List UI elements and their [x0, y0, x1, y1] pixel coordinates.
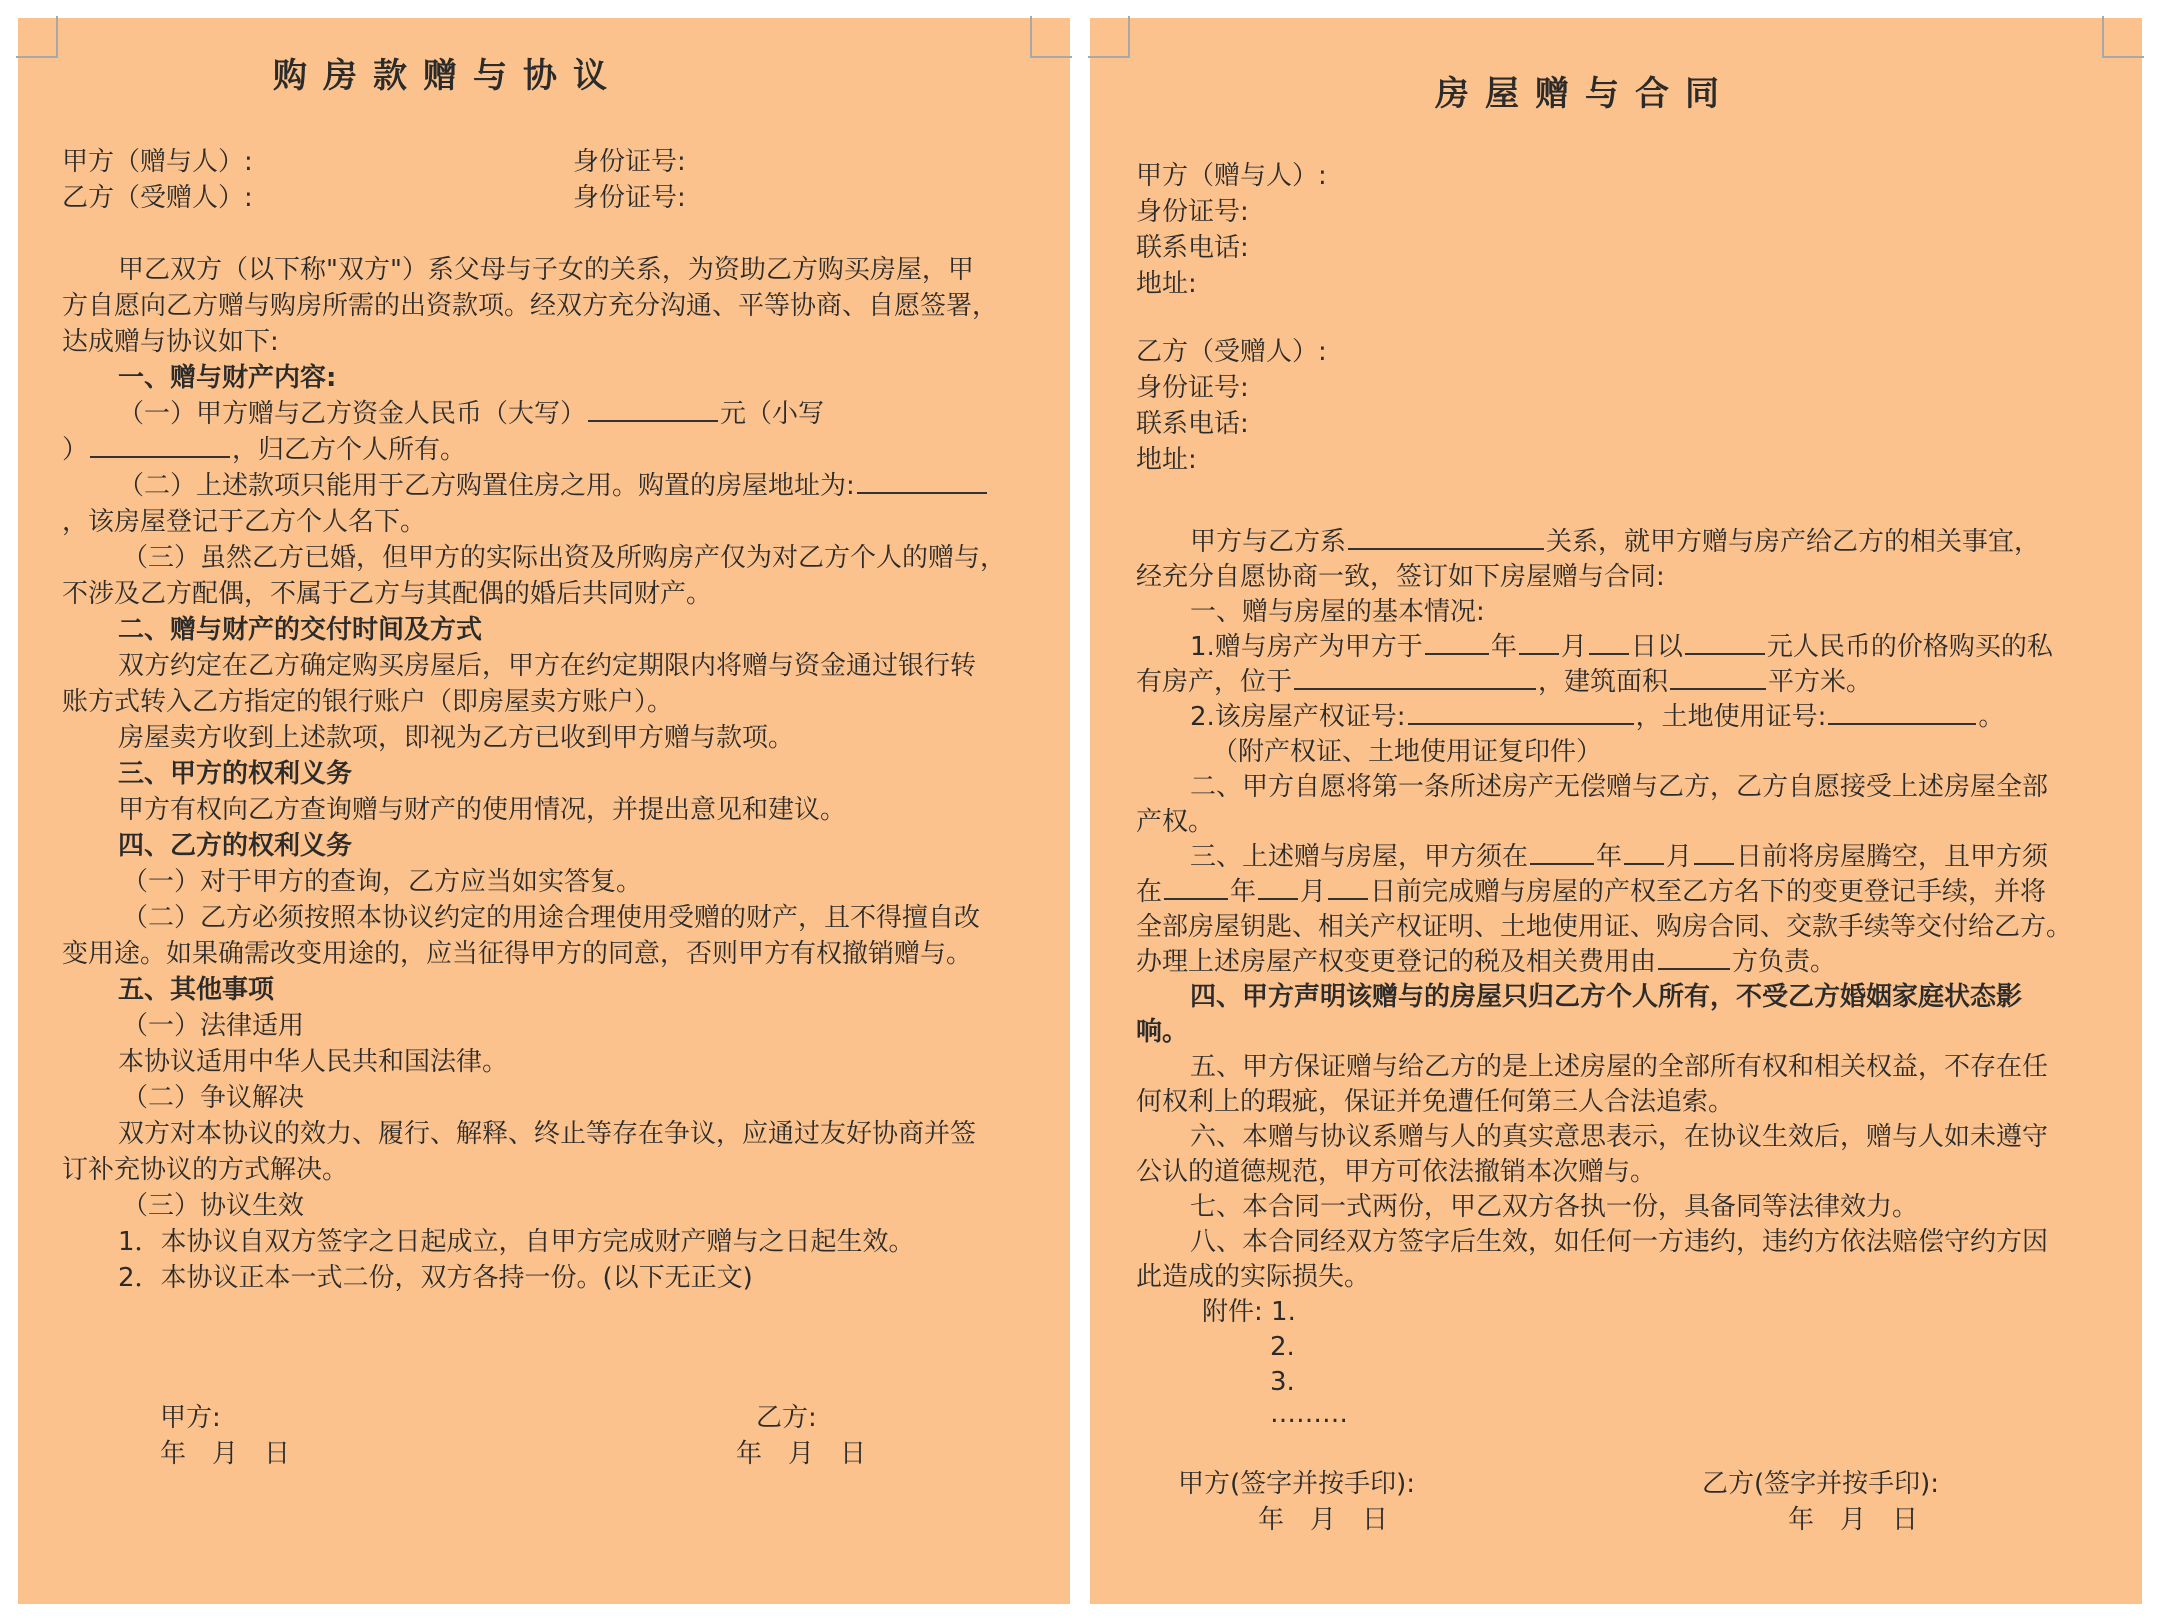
clause-text: 变用途。如果确需改变用途的，应当征得甲方的同意，否则甲方有权撤销赠与。	[62, 939, 973, 969]
clause-text: 本协议适用中华人民共和国法律。	[118, 1047, 509, 1077]
donee-label: 乙方（受赠人）:	[62, 183, 253, 213]
subsection-heading: （三）协议生效	[122, 1191, 305, 1221]
attachment-ellipsis: ………	[1270, 1399, 1348, 1429]
clause-text: 。	[1978, 702, 2005, 732]
clause-text: 办理上述房屋产权变更登记的税及相关费用由	[1136, 947, 1657, 977]
clause-text: 双方对本协议的效力、履行、解释、终止等存在争议，应通过友好协商并签	[118, 1119, 977, 1149]
attachment-label: 附件: 1.	[1202, 1297, 1296, 1327]
signature-label-b: 乙方:	[756, 1403, 817, 1433]
fill-blank	[588, 416, 718, 422]
section-heading: 四、乙方的权利义务	[118, 831, 353, 861]
clause-text: 方负责。	[1732, 947, 1837, 977]
clause-text: 不涉及乙方配偶，不属于乙方与其配偶的婚后共同财产。	[62, 579, 713, 609]
section-heading: 二、赠与财产的交付时间及方式	[118, 615, 483, 645]
fill-blank	[1408, 719, 1634, 725]
margin-corner-mark	[2102, 16, 2144, 58]
phone-label: 联系电话:	[1136, 409, 1249, 439]
signature-label-b: 乙方(签字并按手印):	[1702, 1469, 1940, 1499]
fill-blank	[1624, 859, 1664, 865]
donor-id-label: 身份证号:	[573, 147, 686, 177]
fill-blank	[90, 452, 230, 458]
clause-text: 月	[1666, 842, 1693, 872]
attachment-item: 2.	[1270, 1332, 1295, 1362]
margin-corner-mark	[1030, 16, 1072, 58]
clause-line	[1190, 699, 2004, 735]
clause-text: 此造成的实际损失。	[1136, 1262, 1371, 1292]
margin-corner-mark	[16, 16, 58, 58]
fill-blank	[1328, 894, 1368, 900]
address-label: 地址:	[1136, 445, 1197, 475]
clause-text-bold: 响。	[1136, 1017, 1189, 1047]
signature-date-a: 年 月 日	[1258, 1505, 1389, 1535]
clause-text: 年	[1230, 877, 1257, 907]
clause-text: 日前完成赠与房屋的产权至乙方名下的变更登记手续，并将	[1370, 877, 2047, 907]
clause-text: 2.该房屋产权证号:	[1190, 702, 1406, 732]
clause-text: 六、本赠与协议系赠与人的真实意思表示，在协议生效后，赠与人如未遵守	[1190, 1122, 2049, 1152]
clause-text: ，建筑面积	[1538, 667, 1669, 697]
clause-text: （一）对于甲方的查询，乙方应当如实答复。	[122, 867, 643, 897]
clause-text: 账方式转入乙方指定的银行账户（即房屋卖方账户）。	[62, 687, 674, 717]
fill-blank	[1828, 719, 1976, 725]
donor-label: 甲方（赠与人）:	[62, 147, 253, 177]
clause-text: 元人民币的价格购买的私	[1766, 632, 2053, 662]
signature-label-a: 甲方(签字并按手印):	[1178, 1469, 1416, 1499]
clause-text: （一）甲方赠与乙方资金人民币（大写）	[118, 399, 587, 429]
clause-text: ，归乙方个人所有。	[232, 435, 467, 465]
fill-blank	[1258, 894, 1298, 900]
clause-text: 年	[1490, 632, 1517, 662]
clause-text: ）	[62, 435, 89, 465]
fill-blank	[1685, 649, 1765, 655]
clause-text: 公认的道德规范，甲方可依法撤销本次赠与。	[1136, 1157, 1657, 1187]
clause-text: 订补充协议的方式解决。	[62, 1155, 349, 1185]
id-label: 身份证号:	[1136, 373, 1249, 403]
intro-line: 甲乙双方（以下称"双方"）系父母与子女的关系，为资助乙方购买房屋，甲	[118, 255, 974, 285]
signature-date-b: 年 月 日	[736, 1439, 867, 1469]
donee-label: 乙方（受赠人）:	[1136, 337, 1327, 367]
clause-text: ，该房屋登记于乙方个人名下。	[62, 507, 427, 537]
clause-line	[118, 396, 824, 432]
fill-blank	[1670, 684, 1766, 690]
document-title: 房屋赠与合同	[1435, 74, 1735, 114]
clause-line	[1190, 629, 2053, 665]
phone-label: 联系电话:	[1136, 233, 1249, 263]
fill-blank	[1348, 544, 1544, 550]
clause-text: 平方米。	[1768, 667, 1873, 697]
clause-text: 月	[1560, 632, 1587, 662]
id-label: 身份证号:	[1136, 197, 1249, 227]
clause-text: 三、上述赠与房屋，甲方须在	[1190, 842, 1529, 872]
clause-text: 经充分自愿协商一致，签订如下房屋赠与合同:	[1136, 562, 1665, 592]
clause-text: 全部房屋钥匙、相关产权证明、土地使用证、购房合同、交款手续等交付给乙方。	[1136, 912, 2073, 942]
clause-text: 1.赠与房产为甲方于	[1190, 632, 1423, 662]
clause-text: 关系，就甲方赠与房产给乙方的相关事宜，	[1546, 527, 2041, 557]
clause-text: 五、甲方保证赠与给乙方的是上述房屋的全部所有权和相关权益，不存在任	[1190, 1052, 2049, 1082]
agreement-page-left	[18, 18, 1070, 1604]
fill-blank	[857, 488, 987, 494]
donee-id-label: 身份证号:	[573, 183, 686, 213]
clause-text: 日前将房屋腾空，且甲方须	[1736, 842, 2049, 872]
clause-text: 七、本合同一式两份，甲乙双方各执一份，具备同等法律效力。	[1190, 1192, 1919, 1222]
clause-text: 日以	[1630, 632, 1683, 662]
clause-heading: 一、赠与房屋的基本情况:	[1190, 597, 1485, 627]
list-item: 2．本协议正本一式二份，双方各持一份。(以下无正文)	[118, 1263, 753, 1293]
clause-text: （二）乙方必须按照本协议约定的用途合理使用受赠的财产，且不得擅自改	[122, 903, 981, 933]
clause-text: 在	[1136, 877, 1163, 907]
fill-blank	[1530, 859, 1594, 865]
clause-note: （附产权证、土地使用证复印件）	[1212, 737, 1603, 767]
clause-text: 元（小写	[720, 399, 825, 429]
subsection-heading: （二）争议解决	[122, 1083, 305, 1113]
document-title: 购房款赠与协议	[273, 56, 623, 96]
section-heading: 五、其他事项	[118, 975, 275, 1005]
fill-blank	[1519, 649, 1559, 655]
clause-line	[1136, 874, 2046, 910]
fill-blank	[1658, 964, 1730, 970]
clause-line	[62, 432, 466, 468]
signature-label-a: 甲方:	[160, 1403, 221, 1433]
list-item: 1．本协议自双方签字之日起成立，自甲方完成财产赠与之日起生效。	[118, 1227, 915, 1257]
fill-blank	[1694, 859, 1734, 865]
clause-line	[1190, 839, 2048, 875]
intro-line: 达成赠与协议如下:	[62, 327, 279, 357]
clause-text-bold: 四、甲方声明该赠与的房屋只归乙方个人所有，不受乙方婚姻家庭状态影	[1190, 982, 2023, 1012]
intro-line: 方自愿向乙方赠与购房所需的出资款项。经双方充分沟通、平等协商、自愿签署，	[62, 291, 999, 321]
clause-text: ，土地使用证号:	[1635, 702, 1827, 732]
clause-text: 双方约定在乙方确定购买房屋后，甲方在约定期限内将赠与资金通过银行转	[118, 651, 977, 681]
fill-blank	[1294, 684, 1536, 690]
clause-text: 房屋卖方收到上述款项，即视为乙方已收到甲方赠与款项。	[118, 723, 795, 753]
clause-text: 月	[1300, 877, 1327, 907]
fill-blank	[1425, 649, 1489, 655]
address-label: 地址:	[1136, 269, 1197, 299]
clause-text: 甲方与乙方系	[1190, 527, 1347, 557]
clause-text: （三）虽然乙方已婚，但甲方的实际出资及所购房产仅为对乙方个人的赠与，	[122, 543, 1007, 573]
clause-text: 年	[1596, 842, 1623, 872]
clause-text: 有房产，位于	[1136, 667, 1293, 697]
clause-text: 甲方有权向乙方查询赠与财产的使用情况，并提出意见和建议。	[118, 795, 847, 825]
clause-text: 二、甲方自愿将第一条所述房产无偿赠与乙方，乙方自愿接受上述房屋全部	[1190, 772, 2049, 802]
clause-line	[118, 468, 989, 504]
clause-text: （二）上述款项只能用于乙方购置住房之用。购置的房屋地址为:	[118, 471, 855, 501]
clause-line	[1136, 944, 1836, 980]
fill-blank	[1589, 649, 1629, 655]
fill-blank	[1164, 894, 1228, 900]
signature-date-a: 年 月 日	[160, 1439, 291, 1469]
margin-corner-mark	[1088, 16, 1130, 58]
clause-text: 八、本合同经双方签字后生效，如任何一方违约，违约方依法赔偿守约方因	[1190, 1227, 2049, 1257]
clause-text: 何权利上的瑕疵，保证并免遭任何第三人合法追索。	[1136, 1087, 1735, 1117]
subsection-heading: （一）法律适用	[122, 1011, 305, 1041]
section-heading: 一、赠与财产内容:	[118, 363, 337, 393]
attachment-item: 3.	[1270, 1367, 1295, 1397]
donor-label: 甲方（赠与人）:	[1136, 161, 1327, 191]
clause-line	[1136, 664, 1872, 700]
signature-date-b: 年 月 日	[1788, 1505, 1919, 1535]
contract-page-right	[1090, 18, 2142, 1604]
section-heading: 三、甲方的权利义务	[118, 759, 353, 789]
clause-text: 产权。	[1136, 807, 1215, 837]
clause-line	[1190, 524, 2040, 560]
